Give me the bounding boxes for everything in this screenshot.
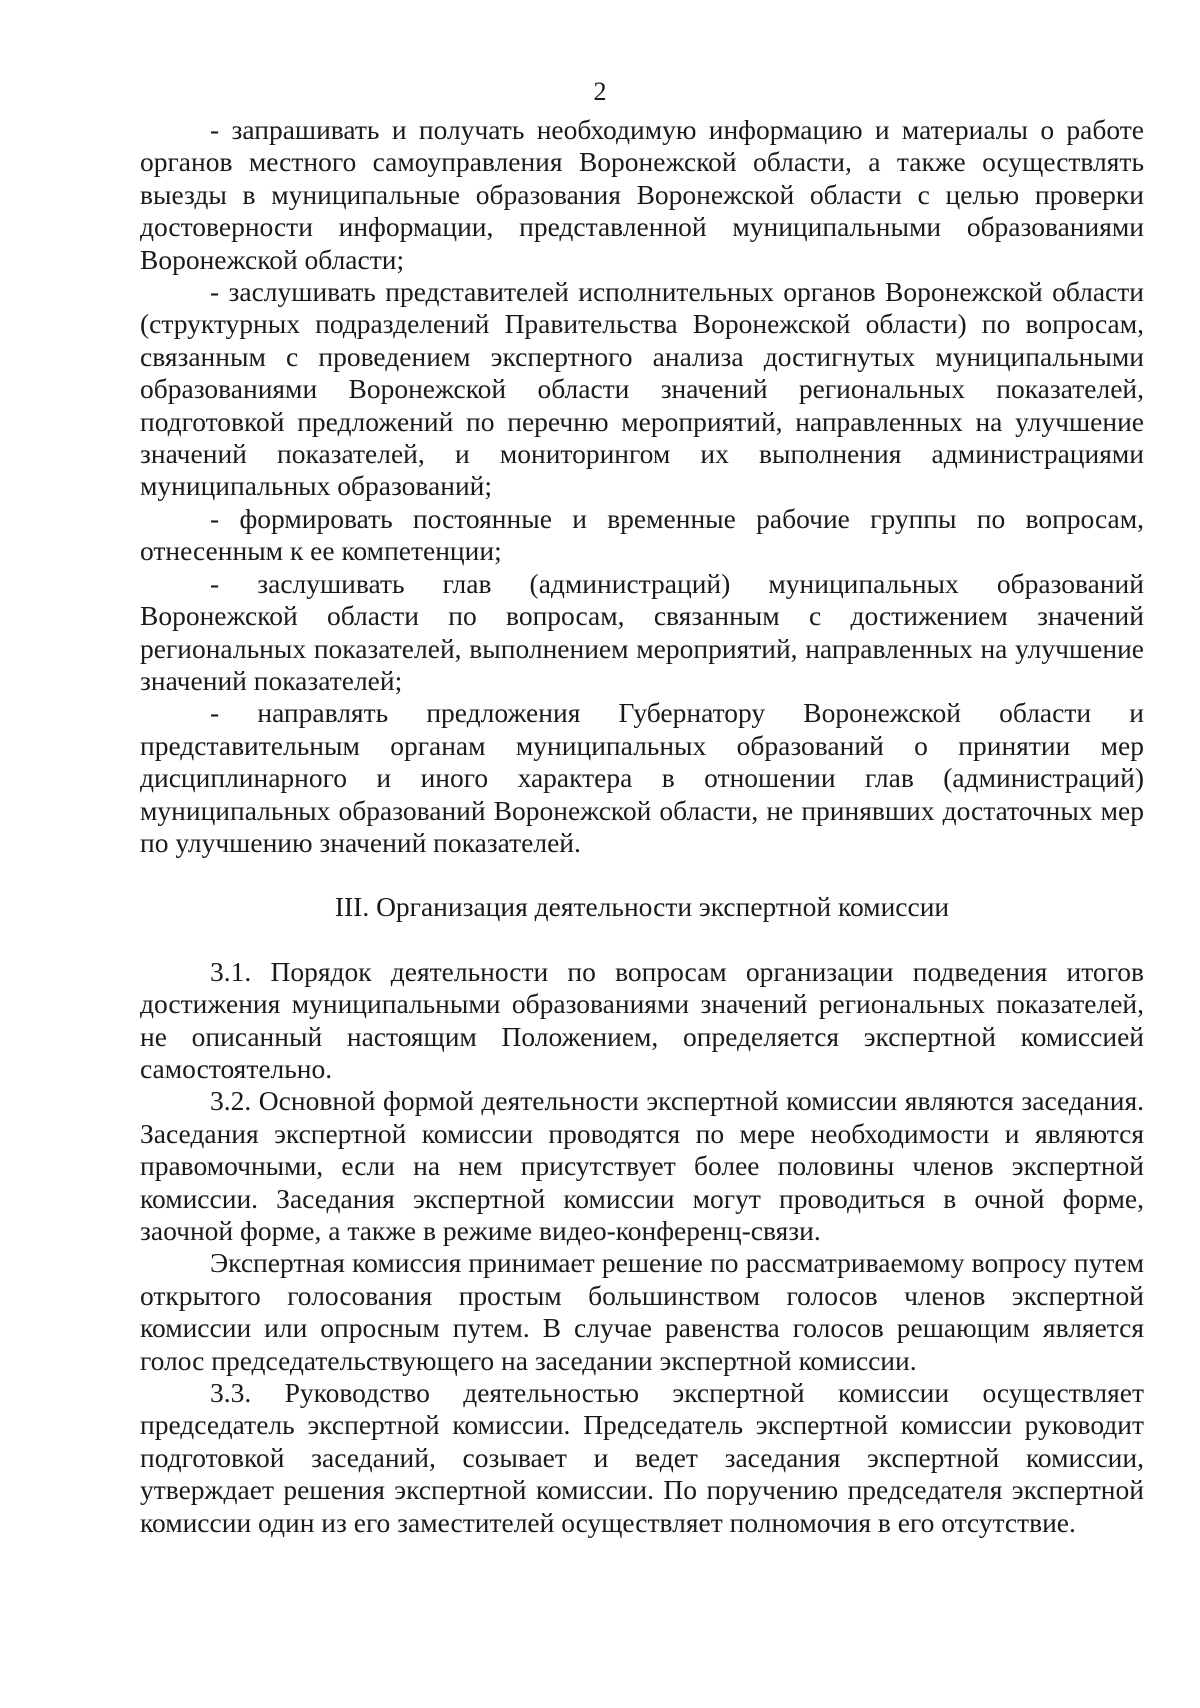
paragraph-hear-heads: - заслушивать глав (администраций) муниципальных образований Воронежской области по вопросам, связанным с достижением значений региональных показателей, выполнением мероприятий, направленных на улучшение значений показателей; <box>140 567 1144 696</box>
paragraph-request-information: - запрашивать и получать необходимую информацию и материалы о работе органов местного самоуправления Воронежской области, а также осуществлять выезды в муниципальные образования Воронежской области с целью проверки достоверности информации, представленной муниципальными образованиями Воронежской области; <box>140 114 1144 275</box>
section-heading: III. Организация деятельности экспертной комиссии <box>334 891 950 923</box>
paragraph-3-1: 3.1. Порядок деятельности по вопросам организации подведения итогов достижения муниципальными образованиями значений региональных показателей, не описанный настоящим Положением, определяется экспертной комиссией самостоятельно. <box>140 955 1144 1084</box>
paragraph-form-working-groups: - формировать постоянные и временные рабочие группы по вопросам, отнесенным к ее компетенции; <box>140 502 1144 567</box>
paragraph-3-3: 3.3. Руководство деятельностью экспертной комиссии осуществляет председатель экспертной комиссии. Председатель экспертной комиссии руководит подготовкой заседаний, созывает и ведет заседания экспертной комиссии, утверждает решения экспертной комиссии. По поручению председателя экспертной комиссии один из его заместителей осуществляет полномочия в его отсутствие. <box>140 1377 1144 1538</box>
document-body <box>140 114 1144 1539</box>
paragraph-hear-representatives: - заслушивать представителей исполнительных органов Воронежской области (структурных подразделений Правительства Воронежской области) по вопросам, связанным с проведением экспертного анализа достигнутых муниципальными образованиями Воронежской области значений региональных показателей, подготовкой предложений по перечню мероприятий, направленных на улучшение значений показателей, и мониторингом их выполнения администрациями муниципальных образований; <box>140 276 1144 502</box>
paragraph-send-proposals: - направлять предложения Губернатору Воронежской области и представительным органам муниципальных образований о принятии мер дисциплинарного и иного характера в отношении глав (администраций) муниципальных образований Воронежской области, не принявших достаточных мер по улучшению значений показателей. <box>140 697 1144 858</box>
page-number: 2 <box>593 77 607 106</box>
paragraph-3-2: 3.2. Основной формой деятельности экспертной комиссии являются заседания. Заседания экспертной комиссии проводятся по мере необходимости и являются правомочными, если на нем присутствует более половины членов экспертной комиссии. Заседания экспертной комиссии могут проводиться в очной форме, заочной форме, а также в режиме видео-конференц-связи. <box>140 1085 1144 1246</box>
paragraph-3-2-decision: Экспертная комиссия принимает решение по рассматриваемому вопросу путем открытого голосования простым большинством голосов членов экспертной комиссии или опросным путем. В случае равенства голосов решающим является голос председательствующего на заседании экспертной комиссии. <box>140 1247 1144 1376</box>
